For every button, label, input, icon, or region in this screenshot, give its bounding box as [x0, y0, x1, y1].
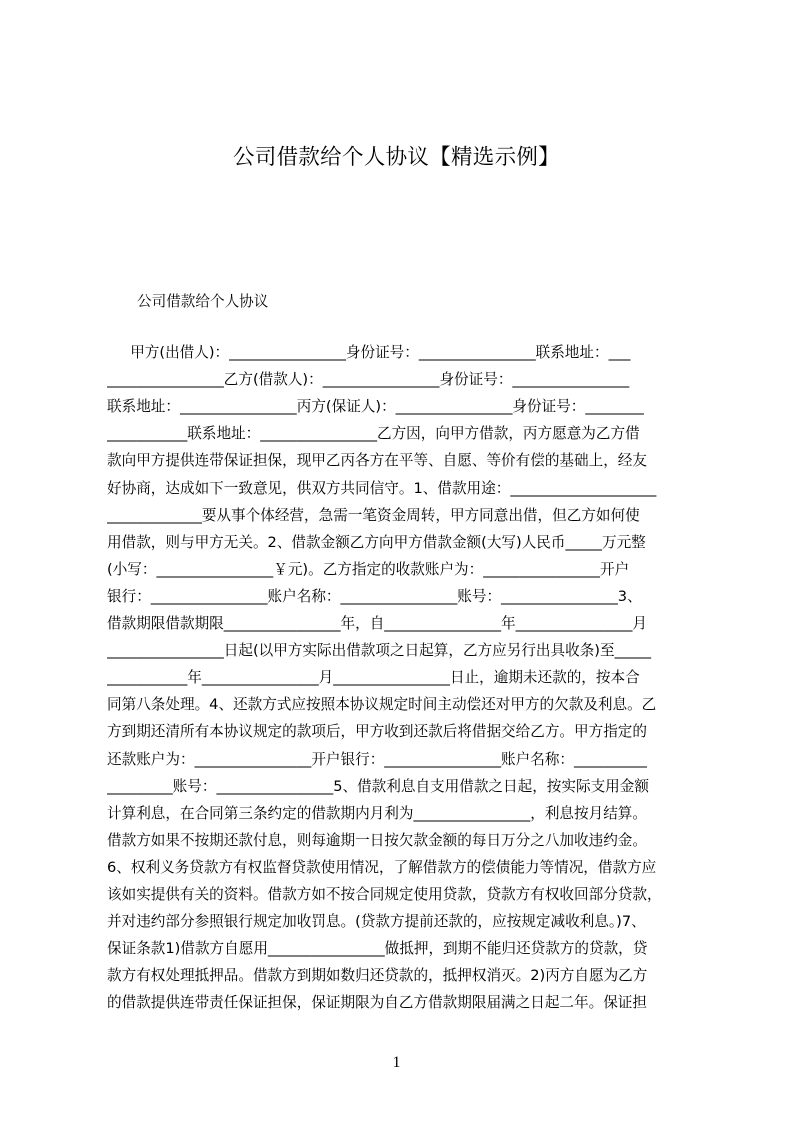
- document-title: 公司借款给个人协议【精选示例】: [232, 145, 560, 170]
- body-line: 款向甲方提供连带保证担保，现甲乙丙各方在平等、自愿、等价有偿的基础上，经友: [107, 452, 647, 470]
- body-line: ___________年________________月________________日止，逾期未还款的，按本合: [107, 669, 640, 687]
- body-line: 用借款，则与甲方无关。2、借款金额乙方向甲方借款金额(大写)人民币_____万元整: [107, 533, 646, 551]
- body-line: 计算利息，在合同第三条约定的借款期内月利为________________，利息按月结算。: [107, 804, 647, 822]
- body-line: 的借款提供连带责任保证担保，保证期限为自乙方借款期限届满之日起二年。保证担: [107, 994, 647, 1012]
- body-line: 同第八条处理。4、还款方式应按照本协议规定时间主动偿还对甲方的欠款及利息。乙: [107, 696, 657, 714]
- body-line: 银行：________________账户名称：________________账号：________________3、: [107, 587, 642, 605]
- body-line: 联系地址：________________丙方(保证人)：________________身份证号：________: [107, 398, 644, 416]
- body-line: 好协商，达成如下一致意见，供双方共同信守。1、借款用途：____________________: [107, 479, 657, 497]
- body-line: ________________乙方(借款人)：________________身份证号：________________: [107, 371, 630, 389]
- body-line: _________账号：________________5、借款利息自支用借款之日起，按实际支用金额: [107, 777, 649, 795]
- body-line: 并对违约部分参照银行规定加收罚息。(贷款方提前还款的，应按规定减收利息。)7、: [107, 913, 646, 931]
- body-line: 该如实提供有关的资料。借款方如不按合同规定使用贷款，贷款方有权收回部分贷款，: [107, 886, 662, 903]
- body-line: 借款期限借款期限________________年，自________________年________________月: [107, 615, 647, 632]
- body-line: 还款账户为：________________开户银行：________________账户名称：__________: [107, 750, 647, 768]
- document-subtitle: 公司借款给个人协议: [137, 293, 269, 310]
- page-number: 1: [392, 1054, 401, 1071]
- body-line: 6、权利义务贷款方有权监督贷款使用情况，了解借款方的偿债能力等情况，借款方应: [107, 858, 657, 876]
- body-line: (小写：________________￥元)。乙方指定的收款账户为：________________开户: [107, 560, 630, 578]
- body-line: 保证条款1)借款方自愿用________________做抵押，到期不能归还贷款方的贷款，贷: [107, 940, 648, 958]
- body-line: 借款方如果不按期还款付息，则每逾期一日按欠款金额的每日万分之八加收违约金。: [107, 831, 647, 849]
- body-line: _____________要从事个体经营，急需一笔资金周转，甲方同意出借，但乙方如何使: [107, 506, 640, 524]
- body-line: 甲方(出借人)：________________身份证号：________________联系地址：___: [107, 344, 631, 361]
- body-line: 方到期还清所有本协议规定的款项后，甲方收到还款后将借据交给乙方。甲方指定的: [107, 723, 647, 741]
- body-line: ________________日起(以甲方实际出借款项之日起算，乙方应另行出具收条)至_____: [107, 642, 652, 660]
- body-line: ___________联系地址：________________乙方因，向甲方借款，丙方愿意为乙方借: [107, 425, 640, 443]
- body-line: 款方有权处理抵押品。借款方到期如数归还贷款的，抵押权消灭。2)丙方自愿为乙方: [107, 967, 648, 985]
